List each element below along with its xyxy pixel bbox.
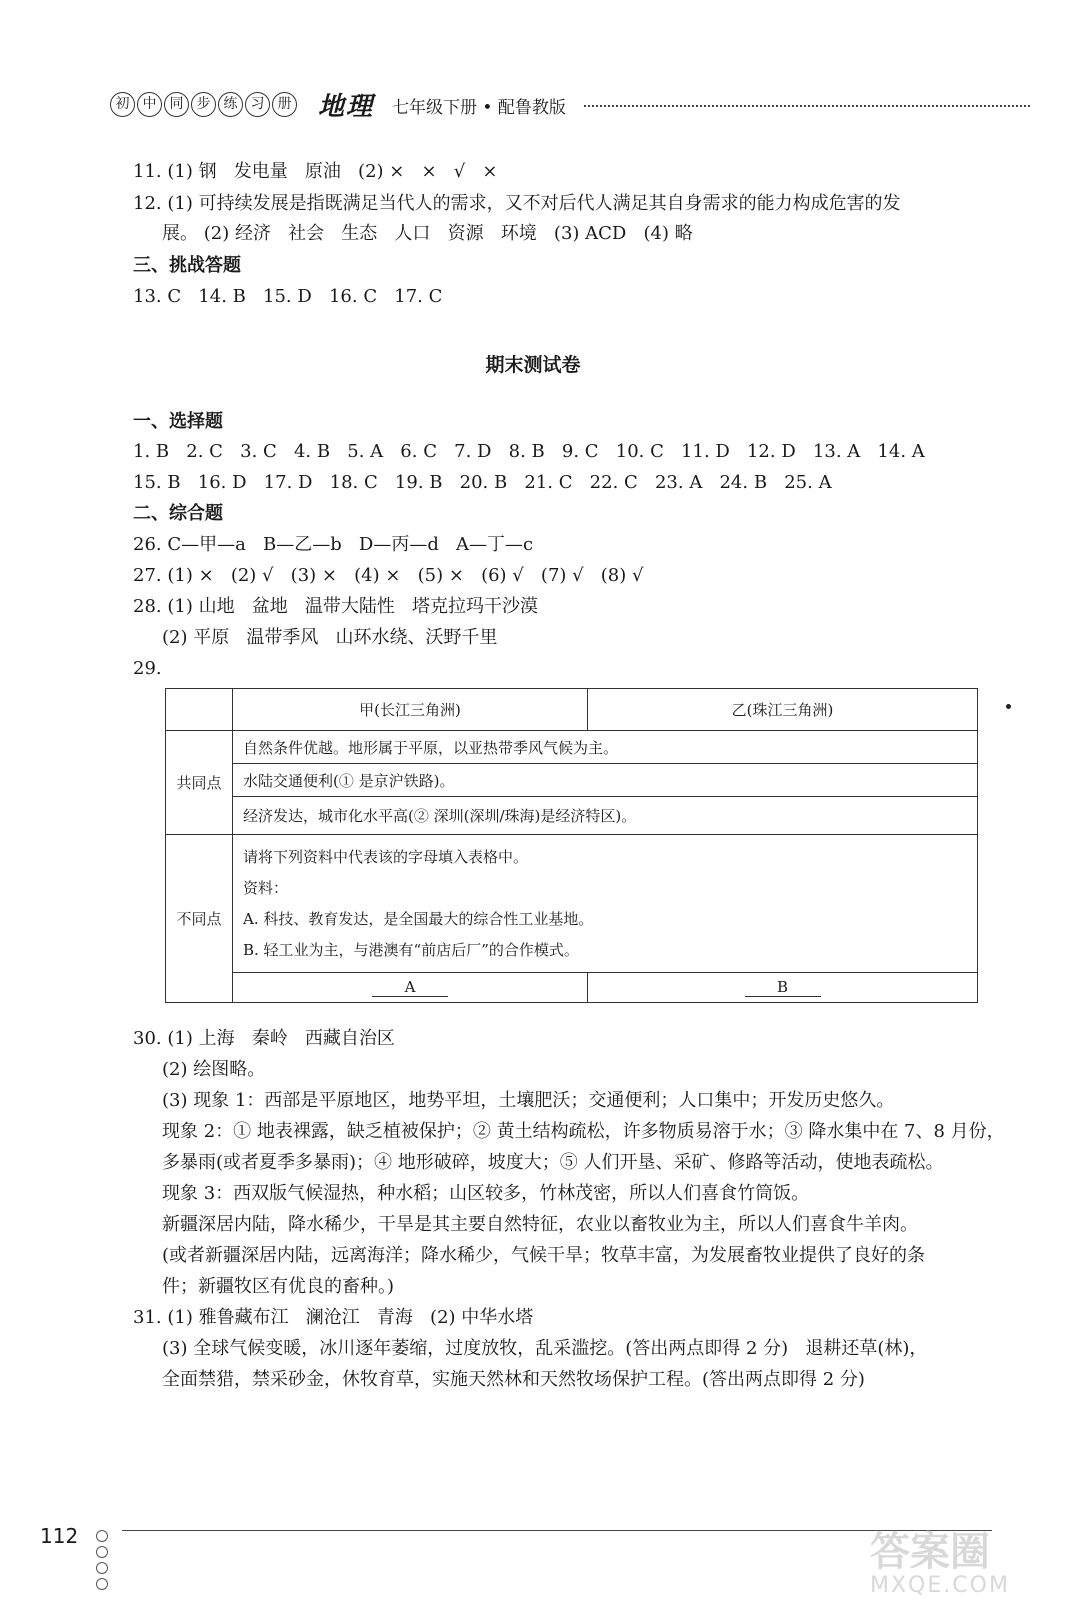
series-char: 中 xyxy=(137,92,162,117)
answer-q30-2: (2) 绘图略。 xyxy=(162,1059,266,1080)
answer-q31-2: (3) 全球气候变暖，冰川逐年萎缩，过度放牧，乱采滥挖。(答出两点即得 2 分) 退耕还草(林)， xyxy=(162,1338,928,1359)
section-heading-comprehensive: 二、综合题 xyxy=(133,503,223,524)
header-dotted-rule xyxy=(584,105,1030,107)
answer-q28-2: (2) 平原 温带季风 山环水绕、沃野千里 xyxy=(162,627,498,648)
answer-mc-row2: 15. B 16. D 17. D 18. C 19. B 20. B 21. C 22. C 23. A 24. B 25. A xyxy=(133,472,832,493)
watermark-logo: 答案圈 xyxy=(870,1529,990,1575)
answer-q31-1: 31. (1) 雅鲁藏布江 澜沧江 青海 (2) 中华水塔 xyxy=(133,1307,534,1328)
comparison-table xyxy=(165,688,978,1003)
answer-q30-9: 件；新疆牧区有优良的畜种。) xyxy=(162,1276,395,1297)
answer-q30-8: (或者新疆深居内陆，远离海洋；降水稀少，气候干旱；牧草丰富，为发展畜牧业提供了良好的条 xyxy=(162,1245,926,1266)
answer-q30-3: (3) 现象 1：西部是平原地区，地势平坦，土壤肥沃；交通便利；人口集中；开发历史悠久。 xyxy=(162,1090,895,1111)
diff-material xyxy=(233,835,978,973)
answer-q30-1: 30. (1) 上海 秦岭 西藏自治区 xyxy=(133,1028,395,1049)
series-char: 练 xyxy=(218,92,243,117)
common-point-2: 水陆交通便利(① 是京沪铁路)。 xyxy=(233,764,978,797)
answer-q12-line2: 展。 (2) 经济 社会 生态 人口 资源 环境 (3) ACD (4) 略 xyxy=(162,223,693,244)
page-footer xyxy=(0,1510,1066,1600)
series-char: 初 xyxy=(110,92,135,117)
series-char: 习 xyxy=(245,92,270,117)
table-row xyxy=(166,797,978,835)
answer-q29-label: 29. xyxy=(133,658,162,679)
diff-material-a: A. 科技、教育发达，是全国最大的综合性工业基地。 xyxy=(243,909,594,928)
column-header-yi: 乙(珠江三角洲) xyxy=(588,689,978,731)
answer-q31-3: 全面禁猎，禁采砂金，休牧育草，实施天然林和天然牧场保护工程。(答出两点即得 2 分) xyxy=(162,1369,865,1390)
answer-q11: 11. (1) 钢 发电量 原油 (2) × × √ × xyxy=(133,161,498,182)
common-point-3: 经济发达，城市化水平高(② 深圳(深圳/珠海)是经济特区)。 xyxy=(233,797,978,835)
binding-ring-icon xyxy=(96,1562,108,1574)
answer-yi: B xyxy=(745,978,821,997)
watermark-url: MXQE.COM xyxy=(870,1573,1010,1598)
binding-ring-icon xyxy=(96,1578,108,1590)
diff-instruction: 请将下列资料中代表该的字母填入表格中。 xyxy=(243,847,529,866)
answer-cell-yi xyxy=(588,973,978,1003)
answer-q26: 26. C—甲—a B—乙—b D—丙—d A—丁—c xyxy=(133,534,534,555)
answer-q30-4: 现象 2：① 地表裸露，缺乏植被保护；② 黄土结构疏松，许多物质易溶于水；③ 降水集中在 7、8 月份， xyxy=(162,1121,1005,1142)
table-header-row xyxy=(166,689,978,731)
row-label-diff: 不同点 xyxy=(166,835,233,1003)
answer-q27: 27. (1) × (2) √ (3) × (4) × (5) × (6) √ (7) √ (8) √ xyxy=(133,565,644,586)
running-header xyxy=(110,92,1030,128)
answer-q13-17: 13. C 14. B 15. D 16. C 17. C xyxy=(133,286,443,307)
table-row xyxy=(166,973,978,1003)
answer-q30-5: 多暴雨(或者夏季多暴雨)；④ 地形破碎，坡度大；⑤ 人们开垦、采矿、修路等活动，使地表疏松。 xyxy=(162,1152,944,1173)
series-char: 步 xyxy=(191,92,216,117)
table-row xyxy=(166,764,978,797)
series-title xyxy=(110,92,297,117)
answer-jia: A xyxy=(372,978,448,997)
table-row xyxy=(166,731,978,764)
row-label-common: 共同点 xyxy=(166,731,233,835)
table-corner xyxy=(166,689,233,731)
answer-mc-row1: 1. B 2. C 3. C 4. B 5. A 6. C 7. D 8. B 9. C 10. C 11. D 12. D 13. A 14. A xyxy=(133,441,925,462)
answer-q28-1: 28. (1) 山地 盆地 温带大陆性 塔克拉玛干沙漠 xyxy=(133,596,539,617)
answer-q30-7: 新疆深居内陆，降水稀少，干旱是其主要自然特征，农业以畜牧业为主，所以人们喜食牛羊肉。 xyxy=(162,1214,918,1235)
series-char: 册 xyxy=(272,92,297,117)
footer-rule xyxy=(122,1530,992,1531)
answer-q30-6: 现象 3：西双版气候湿热，种水稻；山区较多，竹林茂密，所以人们喜食竹筒饭。 xyxy=(162,1183,810,1204)
binding-ring-icon xyxy=(96,1546,108,1558)
watermark xyxy=(870,1520,1010,1598)
section-heading-challenge: 三、挑战答题 xyxy=(133,255,241,276)
page-title: 期末测试卷 xyxy=(485,354,581,376)
diff-material-label: 资料： xyxy=(243,878,289,897)
binding-ring-icon xyxy=(96,1530,108,1542)
answer-cell-jia xyxy=(233,973,588,1003)
stray-dot xyxy=(1006,704,1011,709)
subject-title: 地理 xyxy=(318,92,375,122)
series-char: 同 xyxy=(164,92,189,117)
grade-label: 七年级下册 • 配鲁教版 xyxy=(392,98,566,118)
common-point-1: 自然条件优越。地形属于平原，以亚热带季风气候为主。 xyxy=(233,731,978,764)
column-header-jia: 甲(长江三角洲) xyxy=(233,689,588,731)
answer-q12-line1: 12. (1) 可持续发展是指既满足当代人的需求，又不对后代人满足其自身需求的能力构成危害的发 xyxy=(133,193,901,214)
page-number: 112 xyxy=(40,1524,79,1548)
diff-material-b: B. 轻工业为主，与港澳有“前店后厂”的合作模式。 xyxy=(243,940,579,959)
section-heading-choice: 一、选择题 xyxy=(133,411,223,432)
table-row xyxy=(166,835,978,973)
